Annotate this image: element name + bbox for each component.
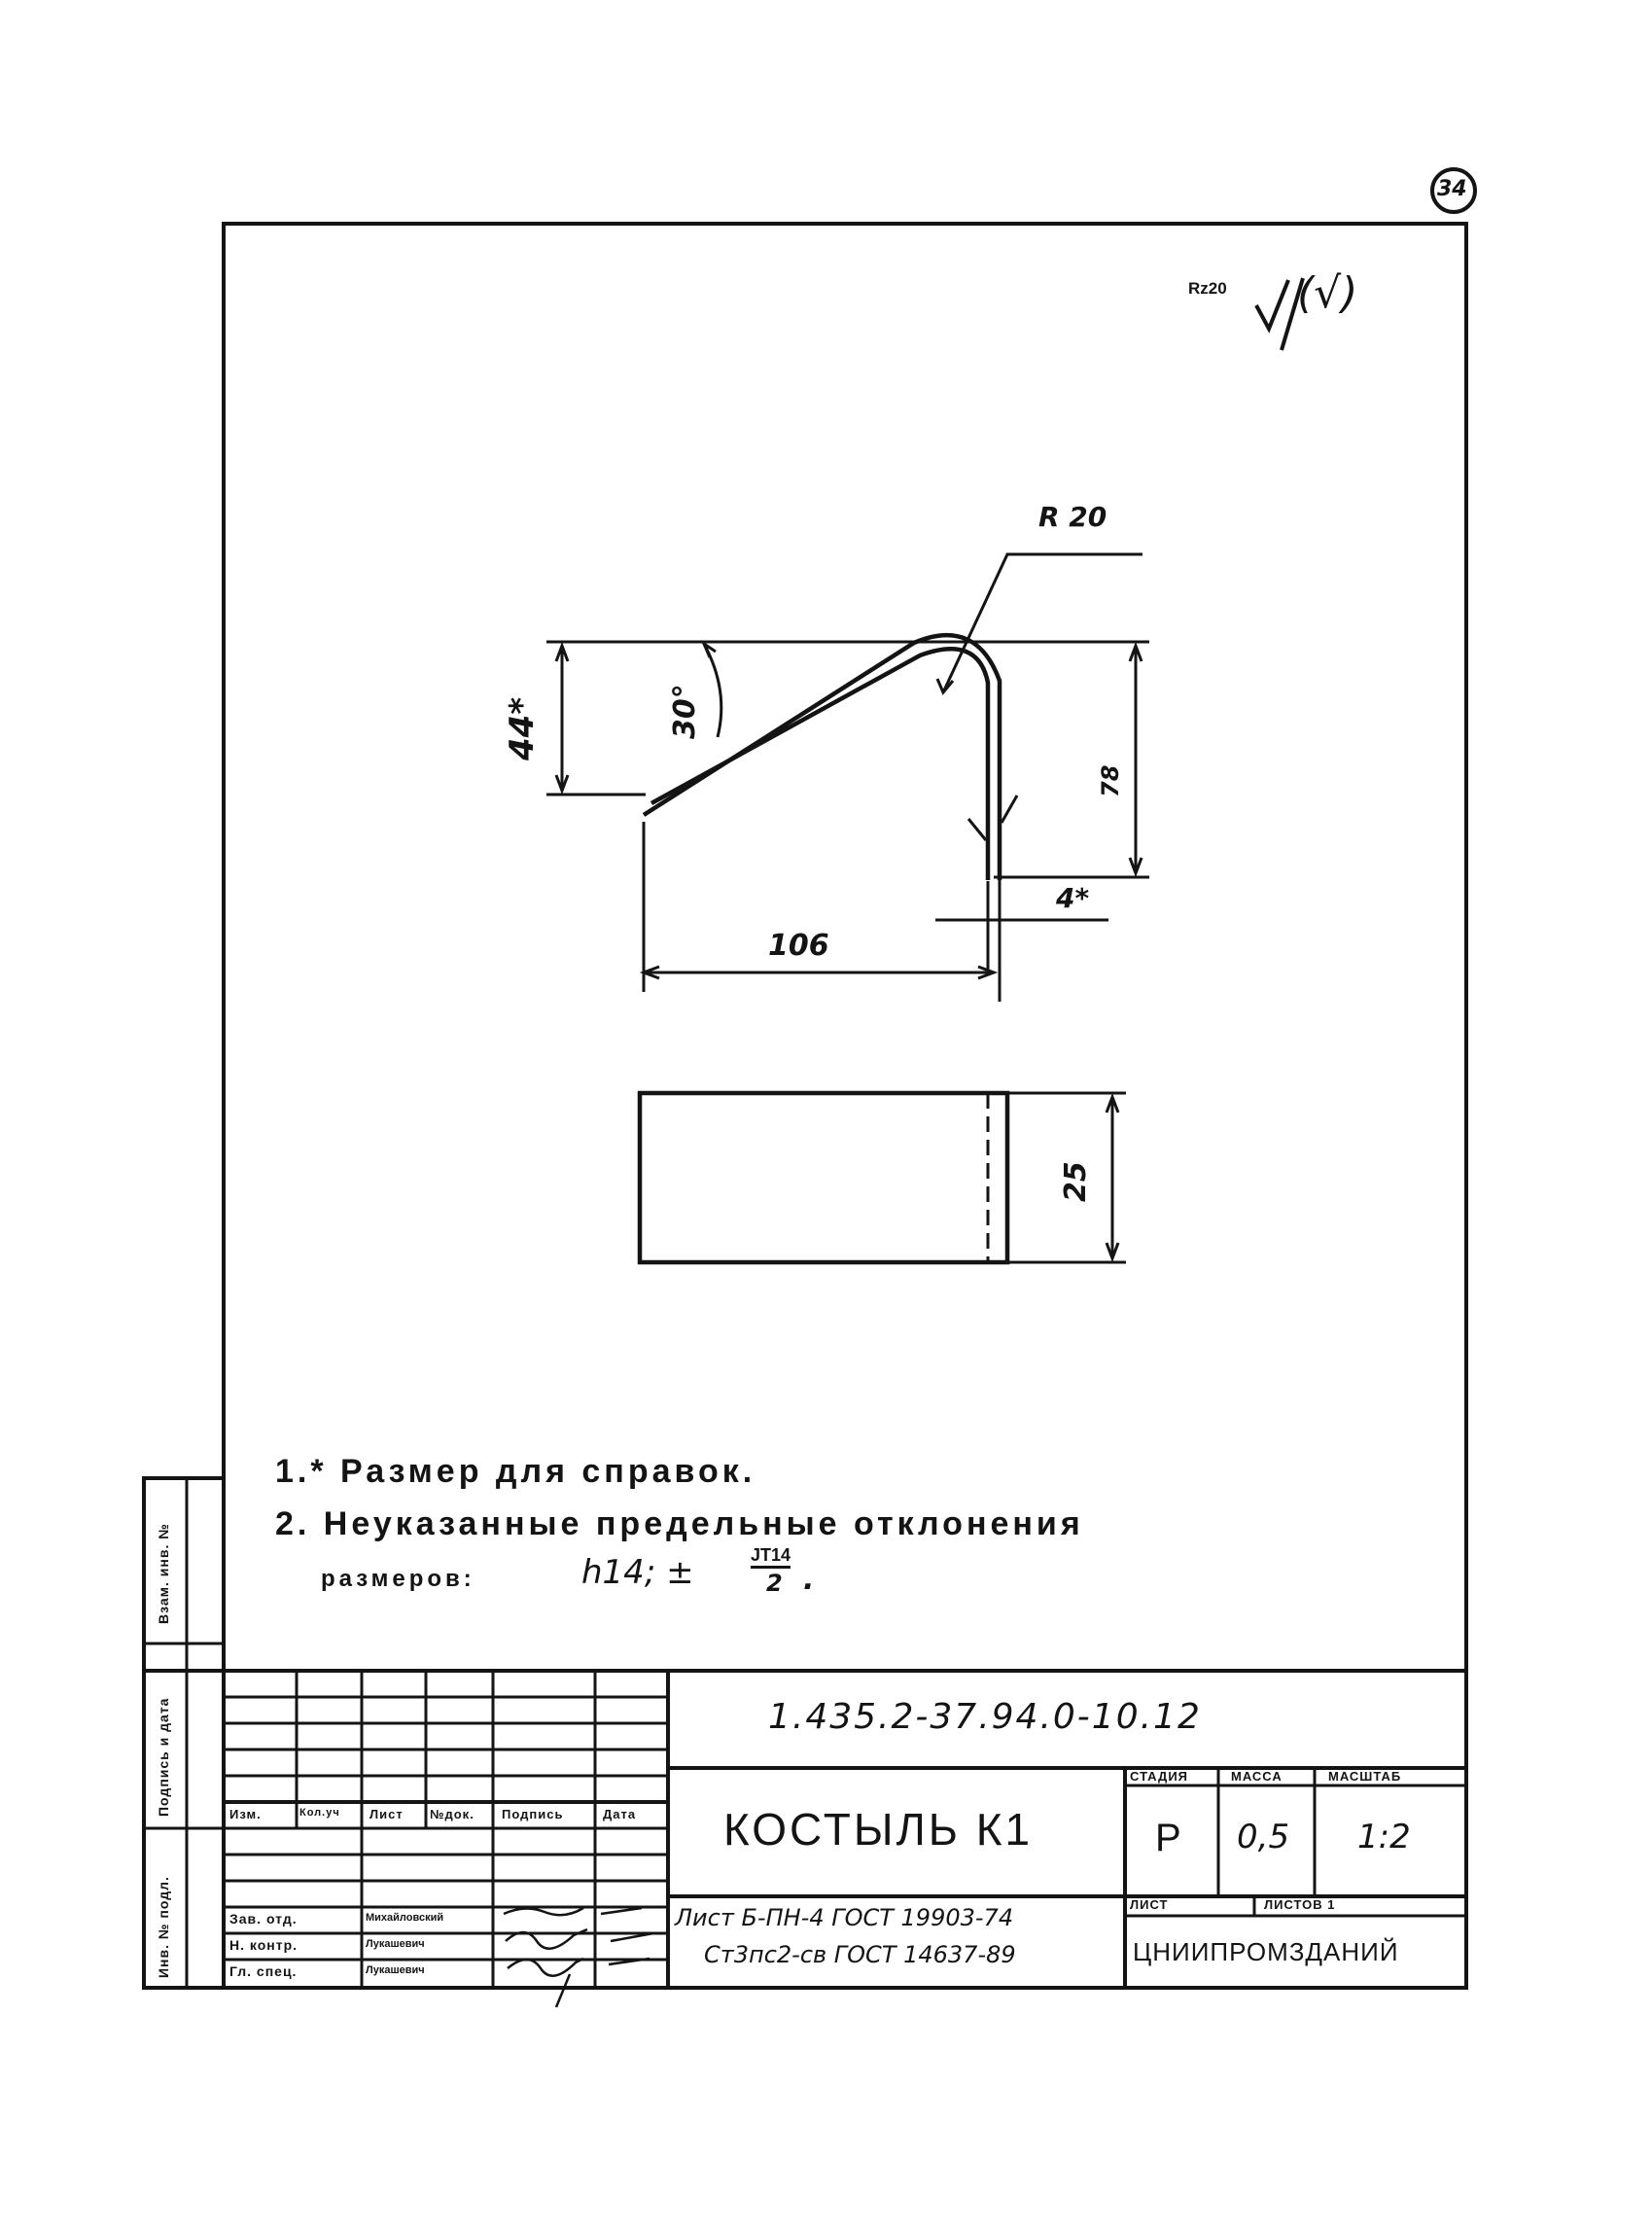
note-3-end: . [803,1563,815,1597]
col-header-signature: Подпись [502,1807,564,1821]
side-stamp-col2: Подпись и дата [156,1697,171,1817]
note-3-prefix: размеров: [321,1566,475,1592]
signature-role-2: Н. контр. [229,1937,299,1953]
header-sheet: ЛИСТ [1130,1897,1169,1912]
header-sheets: ЛИСТОВ 1 [1264,1897,1336,1912]
bracket-plan-view [640,1093,1126,1262]
signature-role-1: Зав. отд. [229,1911,298,1927]
side-stamp-col1: Взам. инв. № [156,1523,171,1624]
dimension-lines [546,554,1149,1002]
signatures-scribble [504,1908,653,2007]
part-name: КОСТЫЛЬ К1 [723,1804,1034,1855]
note-3-frac-num: JT14 [751,1546,791,1569]
note-3-frac-den: 2 [766,1570,783,1597]
note-3-formula: h14; ± [581,1553,694,1592]
value-scale: 1:2 [1357,1818,1411,1856]
organization: ЦНИИПРОМЗДАНИЙ [1133,1937,1399,1966]
header-scale: МАСШТАБ [1328,1769,1402,1784]
dim-angle: 30° [668,684,702,739]
value-stage: Р [1155,1817,1181,1859]
signature-name-2: Лукашевич [366,1938,425,1950]
side-stamp-col3: Инв. № подл. [156,1876,171,1978]
header-stage: СТАДИЯ [1130,1769,1189,1784]
dim-radius: R 20 [1038,501,1107,533]
value-mass: 0,5 [1237,1818,1290,1856]
material-line2: Ст3пс2-св ГОСТ 14637-89 [704,1941,1016,1968]
roughness-note: (√) [1297,268,1358,318]
sheet-number: 34 [1437,177,1467,201]
signature-role-3: Гл. спец. [229,1963,298,1979]
dim-width: 25 [1059,1161,1093,1202]
header-mass: МАССА [1231,1769,1283,1784]
dim-length: 106 [768,929,829,963]
note-2: 2. Неуказанные предельные отклонения [275,1505,1084,1542]
designation: 1.435.2-37.94.0-10.12 [768,1697,1202,1737]
col-header-ndok: №док. [430,1807,475,1821]
note-1: 1.* Размер для справок. [275,1453,756,1490]
bracket-side-view [644,635,1000,880]
roughness-value: Rz20 [1188,279,1227,298]
material-line1: Лист Б-ПН-4 ГОСТ 19903-74 [675,1904,1014,1931]
col-header-koluch: Кол.уч [299,1807,340,1819]
signature-name-1: Михайловский [366,1912,444,1924]
dim-height-ref: 44* [503,696,542,760]
roughness-symbol [1256,278,1303,350]
col-header-date: Дата [603,1807,637,1821]
col-header-izm: Изм. [229,1807,262,1821]
dim-thickness: 4* [1056,882,1090,914]
col-header-list: Лист [369,1807,404,1821]
dim-height: 78 [1097,764,1124,797]
signature-name-3: Лукашевич [366,1964,425,1976]
